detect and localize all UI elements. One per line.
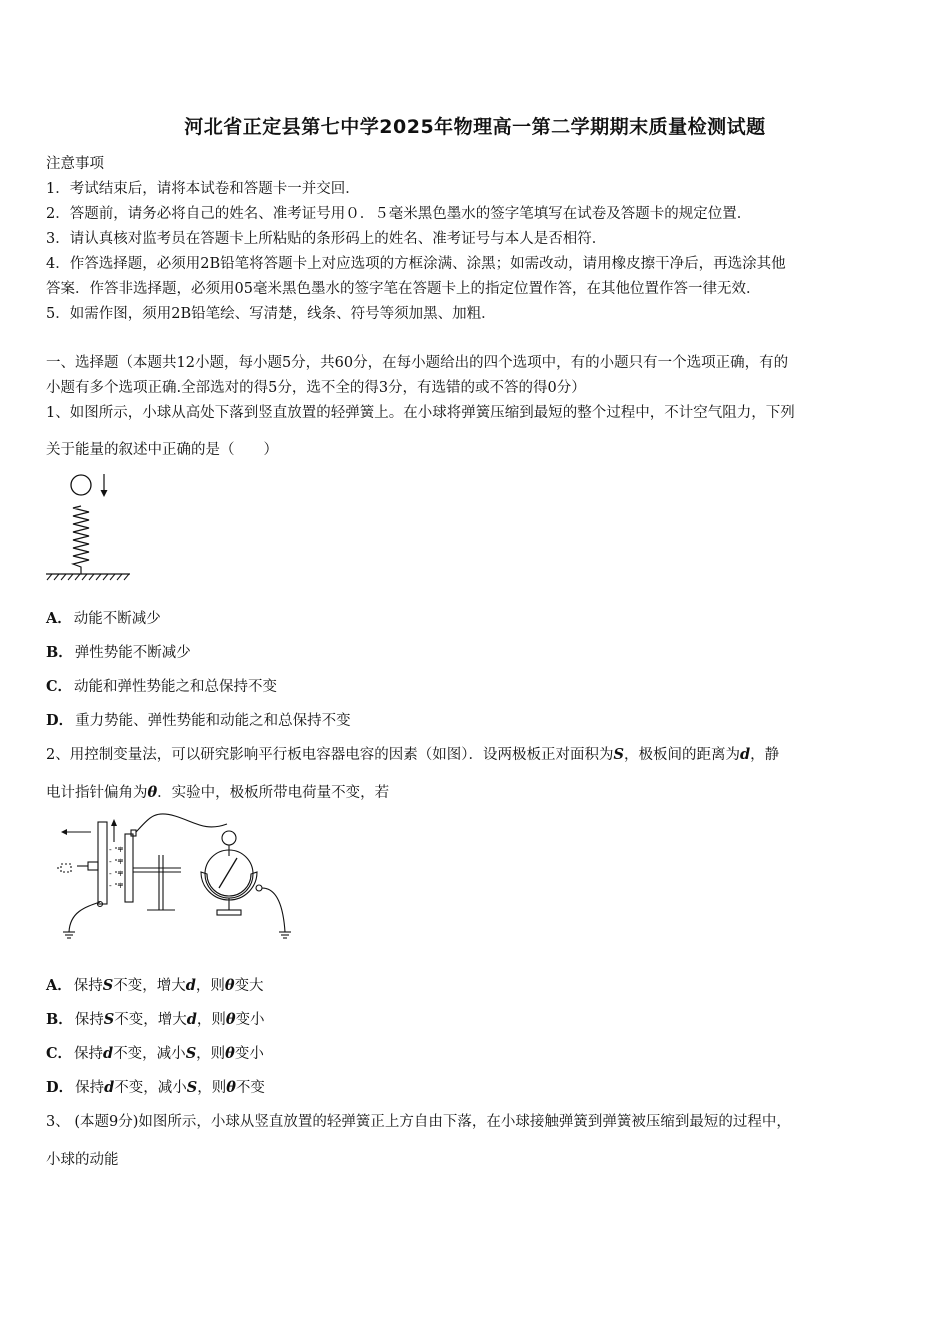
svg-text:-: - (109, 857, 112, 866)
section-heading: 一、选择题（本题共12小题，每小题5分，共60分，在每小题给出的四个选项中，有的小题只有一个选项正确，有的 (46, 355, 789, 371)
notice-item: 2．答题前，请务必将自己的姓名、准考证号用０．５毫米黑色墨水的签字笔填写在试卷及答题卡的规定位置． (46, 206, 752, 222)
ball-shape (71, 475, 91, 495)
capacitor-electroscope-figure (55, 812, 300, 947)
fixed-plate (125, 834, 133, 902)
notice-item: 1．考试结束后，请将本试卷和答题卡一并交回． (46, 181, 360, 197)
svg-text:-: - (109, 845, 112, 854)
notice-item: 5．如需作图，须用2B铅笔绘、写清楚，线条、符号等须加黑、加粗． (46, 306, 496, 322)
svg-text:+: + (117, 881, 124, 890)
electroscope-needle (219, 858, 237, 888)
svg-text:-: - (109, 869, 112, 878)
q2-option-d: D． 保持d不变，减小S，则θ不变 (46, 1079, 265, 1096)
electroscope-knob (222, 831, 236, 845)
spring-shape (73, 506, 89, 574)
notice-item: 3．请认真核对监考员在答题卡上所粘贴的条形码上的姓名、准考证号与本人是否相符． (46, 231, 607, 247)
section-heading-cont: 小题有多个选项正确.全部选对的得5分，选不全的得3分，有选错的或不答的得0分） (46, 380, 586, 396)
svg-text:-: - (109, 881, 112, 890)
question-3-stem-cont: 小球的动能 (46, 1152, 119, 1168)
q2-option-c: C． 保持d不变，减小S，则θ变小 (46, 1045, 264, 1062)
q1-option-b: B． 弹性势能不断减少 (46, 644, 191, 661)
notice-item: 答案．作答非选择题，必须用05毫米黑色墨水的签字笔在答题卡上的指定位置作答，在其他位置作答一律无效． (46, 281, 761, 297)
question-2-stem-cont: 电计指针偏角为θ．实验中，极板所带电荷量不变，若 (46, 784, 390, 801)
q1-option-a: A． 动能不断减少 (46, 610, 161, 627)
q1-option-d: D． 重力势能、弹性势能和动能之和总保持不变 (46, 712, 351, 729)
question-1-stem-cont: 关于能量的叙述中正确的是（ ） (46, 442, 278, 458)
question-2-stem: 2、用控制变量法，可以研究影响平行板电容器电容的因素（如图）．设两极板正对面积为S，极板间的距离为d，静 (46, 746, 780, 763)
notice-heading: 注意事项 (46, 156, 104, 172)
question-3-stem: 3、 (本题9分)如图所示，小球从竖直放置的轻弹簧正上方自由下落，在小球接触弹簧到弹簧被压缩到最短的过程中， (46, 1114, 791, 1130)
svg-text:+: + (117, 869, 124, 878)
electroscope-dial (205, 850, 253, 898)
q2-option-a: A． 保持S不变，增大d，则θ变大 (46, 977, 264, 994)
notice-item: 4．作答选择题，必须用2B铅笔将答题卡上对应选项的方框涂满、涂黑；如需改动，请用橡皮擦干净后，再选涂其他 (46, 256, 786, 272)
spring-figure (44, 470, 136, 582)
svg-text:+: + (117, 857, 124, 866)
svg-text:+: + (117, 845, 124, 854)
q2-option-b: B． 保持S不变，增大d，则θ变小 (46, 1011, 265, 1028)
question-1-stem: 1、如图所示，小球从高处下落到竖直放置的轻弹簧上。在小球将弹簧压缩到最短的整个过程中，不计空气阻力，下列 (46, 405, 795, 421)
q1-option-c: C． 动能和弹性势能之和总保持不变 (46, 678, 278, 695)
movable-plate (98, 822, 107, 904)
page-title: 河北省正定县第七中学2025年物理高一第二学期期末质量检测试题 (184, 116, 766, 138)
